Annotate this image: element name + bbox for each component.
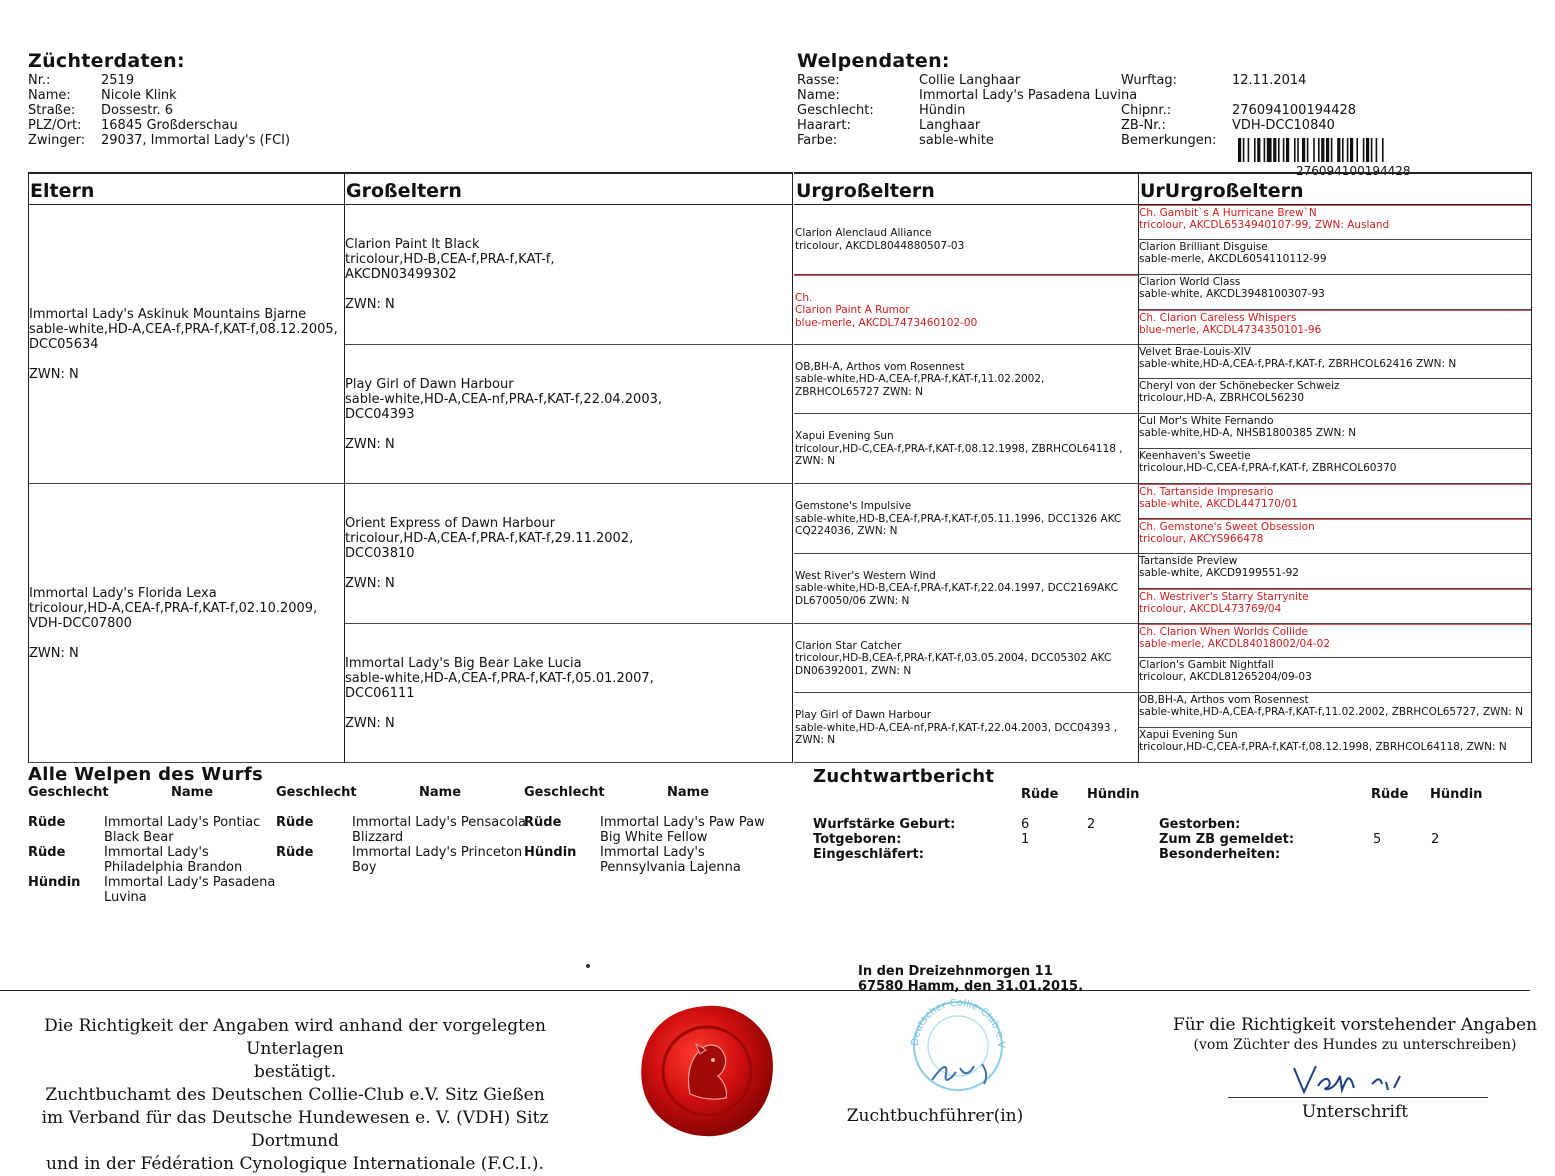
dog-name: Ch. xyxy=(795,291,813,304)
pedigree-entry xyxy=(345,377,790,452)
geschlecht-label: Geschlecht: xyxy=(797,103,874,118)
footer-line: und in der Fédération Cynologique Internationale (F.C.I.). xyxy=(46,1154,544,1174)
wurftag-value: 12.11.2014 xyxy=(1232,73,1307,88)
barcode-bar xyxy=(1350,138,1353,162)
wax-seal-icon xyxy=(638,1002,776,1140)
barcode-bar xyxy=(1267,138,1272,162)
dog-details: tricolour,HD-B,CEA-f,PRA-f,KAT-f, xyxy=(345,252,555,268)
great-grandparents-cell xyxy=(794,205,1138,275)
litter-col-name: Name xyxy=(171,785,214,800)
litter-col-sex: Geschlecht xyxy=(28,785,109,800)
great-great-grandparents-cell xyxy=(1138,449,1531,484)
breeder-value: 29037, Immortal Lady's (FCI) xyxy=(101,133,291,148)
column-divider xyxy=(28,172,29,763)
barcode-bar xyxy=(1371,138,1373,162)
dog-details: DCC05634 xyxy=(29,337,99,352)
puppy-name-cont: Blizzard xyxy=(352,830,404,845)
pedigree-entry xyxy=(795,640,1136,678)
puppy-sex: Rüde xyxy=(28,845,66,860)
puppy-name: Immortal Lady's Pasadena xyxy=(104,875,276,890)
signature-hint: (vom Züchter des Hundes zu unterschreiben) xyxy=(1193,1037,1517,1053)
pedigree-entry xyxy=(1139,659,1529,683)
report-male-value: 6 xyxy=(1021,817,1030,832)
registrar-label: Zuchtbuchführer(in) xyxy=(846,1106,1024,1126)
footer-line: Zuchtbuchamt des Deutschen Collie-Club e.V. Sitz Gießen xyxy=(45,1085,545,1105)
dog-details: sable-white, AKCDL3948100307-93 xyxy=(1139,287,1325,300)
breeder-label: Nr.: xyxy=(28,73,51,88)
dog-details: sable-white,HD-A,CEA-f,PRA-f,KAT-f, ZBRHCOL62416 ZWN: N xyxy=(1139,357,1457,370)
pedigree-entry xyxy=(29,586,342,661)
footer-line: bestätigt. xyxy=(253,1062,337,1082)
header-urgrosseltern: Urgroßeltern xyxy=(794,172,1138,205)
haarart-label: Haarart: xyxy=(797,118,851,133)
report-female-value: 2 xyxy=(1431,832,1440,847)
grandparents-cell xyxy=(344,345,792,485)
dog-name: Ch. Clarion When Worlds Collide xyxy=(1139,625,1309,638)
dog-details: DN06392001, ZWN: N xyxy=(795,664,912,677)
report-col-male: Rüde xyxy=(1371,787,1409,802)
pedigree-entry xyxy=(1139,694,1529,718)
dog-name: Tartanside Preview xyxy=(1139,554,1238,567)
puppy-heading: Welpendaten: xyxy=(797,50,950,72)
breeder-value: 2519 xyxy=(101,73,135,88)
pedigree-entry xyxy=(1139,415,1529,439)
puppy-sex: Rüde xyxy=(276,815,314,830)
great-great-grandparents-cell xyxy=(1138,240,1531,275)
dog-details: sable-merle, AKCDL84018002/04-02 xyxy=(1139,637,1331,650)
litter-col-sex: Geschlecht xyxy=(276,785,357,800)
dot-mark xyxy=(586,964,590,968)
pedigree-entry xyxy=(1139,207,1529,231)
report-heading: Zuchtwartbericht xyxy=(813,766,995,787)
signature-note: Für die Richtigkeit vorstehender Angaben xyxy=(1172,1015,1538,1035)
puppy-sex: Hündin xyxy=(28,875,81,890)
barcode-bar xyxy=(1326,138,1329,162)
pedigree-entry xyxy=(795,570,1136,608)
litter-col-sex: Geschlecht xyxy=(524,785,605,800)
bemerkungen-label: Bemerkungen: xyxy=(1121,133,1217,148)
dog-details: sable-white,HD-B,CEA-f,PRA-f,KAT-f,05.11.1996, DCC1326 AKC xyxy=(795,512,1122,525)
report-male-value: 1 xyxy=(1021,832,1030,847)
dog-name: Xapui Evening Sun xyxy=(1139,729,1238,742)
pedigree-entry xyxy=(1139,312,1529,336)
report-female-value: 2 xyxy=(1087,817,1096,832)
dog-details: ZWN: N xyxy=(795,455,836,468)
dog-details xyxy=(29,352,342,367)
dog-details: AKCDN03499302 xyxy=(345,267,457,283)
pedigree-entry xyxy=(1139,626,1529,650)
great-grandparents-cell xyxy=(794,693,1138,763)
dog-details: blue-merle, AKCDL4734350101-96 xyxy=(1139,323,1322,336)
pedigree-table xyxy=(28,172,1531,763)
dog-name: Clarion Alenclaud Alliance xyxy=(795,227,932,240)
pedigree-entry xyxy=(1139,591,1529,615)
footer-confirmation xyxy=(10,1015,580,1176)
column-divider xyxy=(1138,172,1139,763)
name-value: Immortal Lady's Pasadena Luvina xyxy=(919,88,1138,103)
report-label: Besonderheiten: xyxy=(1159,847,1281,862)
report-label: Wurfstärke Geburt: xyxy=(813,817,956,832)
barcode-bar xyxy=(1264,138,1266,162)
pedigree-entry xyxy=(1139,521,1529,545)
dog-details: ZWN: N xyxy=(29,646,79,661)
breeder-value: 16845 Großderschau xyxy=(101,118,238,133)
dog-details: Clarion Paint A Rumor xyxy=(795,304,910,317)
dog-name: Clarion Paint It Black xyxy=(345,237,480,253)
puppy-name-cont: Philadelphia Brandon xyxy=(104,860,243,875)
barcode-bar xyxy=(1278,138,1280,162)
breeder-value: Nicole Klink xyxy=(101,88,177,103)
dog-name: Cul Mor's White Fernando xyxy=(1139,415,1274,428)
name-label: Name: xyxy=(797,88,840,103)
address-street: In den Dreizehnmorgen 11 xyxy=(858,964,1053,979)
great-great-grandparents-cell xyxy=(1138,693,1531,728)
barcode-bar xyxy=(1382,138,1384,162)
great-grandparents-cell xyxy=(794,554,1138,624)
chip-label: Chipnr.: xyxy=(1121,103,1172,118)
grandparents-cell xyxy=(344,205,792,345)
rasse-value: Collie Langhaar xyxy=(919,73,1021,88)
dog-details: sable-white,HD-A,CEA-f,PRA-f,KAT-f,05.01.2007, xyxy=(345,670,654,686)
header-grosseltern: Großeltern xyxy=(344,172,792,205)
dog-details xyxy=(29,631,342,646)
great-great-grandparents-cell xyxy=(1138,589,1531,624)
dog-name: Xapui Evening Sun xyxy=(795,430,894,443)
header-ururgrosseltern: UrUrgroßeltern xyxy=(1138,172,1531,205)
puppy-name: Immortal Lady's xyxy=(600,845,705,860)
dog-details: ZWN: N xyxy=(795,734,836,747)
great-grandparents-cell xyxy=(794,484,1138,554)
barcode-bar xyxy=(1313,138,1315,162)
column-divider xyxy=(792,172,793,763)
rasse-label: Rasse: xyxy=(797,73,840,88)
dog-name: Clarion Brilliant Disguise xyxy=(1139,240,1268,253)
dog-name: Clarion Star Catcher xyxy=(795,639,902,652)
parents-cell xyxy=(28,484,344,763)
dog-details: tricolour, AKCDL473769/04 xyxy=(1139,602,1282,615)
puppy-name-cont: Big White Fellow xyxy=(600,830,708,845)
signature-line xyxy=(1228,1097,1488,1098)
parents-cell xyxy=(28,205,344,484)
great-great-grandparents-cell xyxy=(1138,658,1531,693)
dog-name: Keenhaven's Sweetie xyxy=(1139,450,1251,463)
barcode-bar xyxy=(1376,138,1378,162)
breeder-label: Straße: xyxy=(28,103,76,118)
report-label: Totgeboren: xyxy=(813,832,902,847)
report-male-value: 5 xyxy=(1373,832,1382,847)
grandparents-cell xyxy=(344,624,792,764)
barcode-bar xyxy=(1363,138,1365,162)
dog-name: Immortal Lady's Big Bear Lake Lucia xyxy=(345,655,582,671)
dog-name: Ch. Tartanside Impresario xyxy=(1139,486,1274,498)
dog-details: ZWN: N xyxy=(345,297,395,313)
dog-name: Ch. Gemstone's Sweet Obsession xyxy=(1139,520,1315,533)
dog-name: OB,BH-A, Arthos vom Rosennest xyxy=(1139,694,1309,707)
pedigree-entry xyxy=(1139,729,1529,753)
dog-name: Orient Express of Dawn Harbour xyxy=(345,516,556,532)
stamp-text: Deutscher Collie-Club e.V xyxy=(909,997,1007,1048)
barcode-bar xyxy=(1243,138,1245,162)
grandparents-cell xyxy=(344,484,792,624)
puppy-name: Immortal Lady's Paw Paw xyxy=(600,815,765,830)
barcode-bar xyxy=(1283,138,1285,162)
great-great-grandparents-cell xyxy=(1138,414,1531,449)
barcode-bar xyxy=(1356,138,1358,162)
dog-details: DCC04393 xyxy=(345,406,415,422)
dog-name: Immortal Lady's Askinuk Mountains Bjarne xyxy=(29,307,307,322)
pedigree-entry xyxy=(795,430,1136,468)
dog-details: sable-white, AKCDL447170/01 xyxy=(1139,498,1298,510)
dog-name: Gemstone's Impulsive xyxy=(795,500,912,513)
column-divider xyxy=(344,172,345,763)
pedigree-entry xyxy=(1139,276,1529,300)
pedigree-entry xyxy=(1139,486,1529,510)
dog-details: sable-white,HD-A, NHSB1800385 ZWN: N xyxy=(1139,427,1357,440)
dog-details: tricolour, AKCDL81265204/09-03 xyxy=(1139,671,1312,684)
haarart-value: Langhaar xyxy=(919,118,981,133)
dog-details: sable-white,HD-A,CEA-nf,PRA-f,KAT-f,22.04.2003, xyxy=(345,391,663,407)
pedigree-entry xyxy=(1139,380,1529,404)
dog-details: sable-white,HD-A,CEA-f,PRA-f,KAT-f,11.02.2002, xyxy=(795,373,1045,386)
dog-details: DCC03810 xyxy=(345,546,415,562)
dog-details: sable-white,HD-A,CEA-nf,PRA-f,KAT-f,22.04.2003, DCC04393 , xyxy=(795,721,1118,734)
breeder-label: Name: xyxy=(28,88,71,103)
dog-name: Play Girl of Dawn Harbour xyxy=(345,376,514,392)
dog-details: DL670050/06 ZWN: N xyxy=(795,594,910,607)
zb-value: VDH-DCC10840 xyxy=(1232,118,1335,133)
dog-details: blue-merle, AKCDL7473460102-00 xyxy=(795,316,978,329)
dog-name: Immortal Lady's Florida Lexa xyxy=(29,586,217,601)
puppy-name-cont: Pennsylvania Lajenna xyxy=(600,860,741,875)
great-grandparents-cell xyxy=(794,275,1138,345)
breeder-label: Zwinger: xyxy=(28,133,86,148)
dog-details: ZWN: N xyxy=(345,576,395,592)
barcode-bar xyxy=(1248,138,1250,162)
barcode-bar xyxy=(1286,138,1289,162)
pedigree-entry xyxy=(345,656,790,731)
pedigree-entry xyxy=(1139,450,1529,474)
puppy-name: Immortal Lady's xyxy=(104,845,209,860)
barcode-bar xyxy=(1297,138,1299,162)
puppy-name-cont: Boy xyxy=(352,860,377,875)
barcode-icon xyxy=(1238,138,1436,162)
dog-details: tricolour, AKCDL6534940107-99, ZWN: Ausland xyxy=(1139,219,1390,231)
farbe-value: sable-white xyxy=(919,133,994,148)
dog-details: tricolour,HD-C,CEA-f,PRA-f,KAT-f, ZBRHCOL60370 xyxy=(1139,462,1397,475)
dog-name: Cheryl von der Schönebecker Schweiz xyxy=(1139,380,1340,393)
barcode-bar xyxy=(1294,138,1296,162)
report-label: Gestorben: xyxy=(1159,817,1241,832)
breeder-label: PLZ/Ort: xyxy=(28,118,82,133)
dog-details: tricolour, AKCYS966478 xyxy=(1139,532,1264,545)
puppy-sex: Hündin xyxy=(524,845,577,860)
barcode-bar xyxy=(1254,138,1256,162)
header-eltern: Eltern xyxy=(28,172,344,205)
dog-name: Clarion World Class xyxy=(1139,275,1241,288)
puppy-sex: Rüde xyxy=(28,815,66,830)
pedigree-entry xyxy=(795,361,1136,399)
pedigree-entry xyxy=(1139,555,1529,579)
pedigree-entry xyxy=(1139,346,1529,370)
great-grandparents-cell xyxy=(794,345,1138,415)
breeder-value: Dossestr. 6 xyxy=(101,103,174,118)
zb-label: ZB-Nr.: xyxy=(1121,118,1166,133)
barcode-bar xyxy=(1307,138,1309,162)
farbe-label: Farbe: xyxy=(797,133,838,148)
great-great-grandparents-cell xyxy=(1138,310,1531,345)
great-great-grandparents-cell xyxy=(1138,379,1531,414)
dog-details: ZWN: N xyxy=(29,367,79,382)
barcode-bar xyxy=(1318,138,1320,162)
wurftag-label: Wurftag: xyxy=(1121,73,1178,88)
great-great-grandparents-cell xyxy=(1138,345,1531,380)
barcode-bar xyxy=(1257,138,1260,162)
dog-details xyxy=(345,561,790,576)
litter-col-name: Name xyxy=(419,785,462,800)
puppy-sex: Rüde xyxy=(276,845,314,860)
barcode-bar xyxy=(1347,138,1349,162)
footer-line: Die Richtigkeit der Angaben wird anhand der vorgelegten Unterlagen xyxy=(44,1016,546,1059)
dog-details xyxy=(345,282,790,297)
barcode-bar xyxy=(1331,138,1333,162)
dog-details xyxy=(345,422,790,437)
report-col-male: Rüde xyxy=(1021,787,1059,802)
pedigree-entry xyxy=(795,292,1136,330)
puppy-name: Immortal Lady's Princeton xyxy=(352,845,523,860)
chip-value: 276094100194428 xyxy=(1232,103,1357,118)
litter-col-name: Name xyxy=(667,785,710,800)
barcode-number: 276094100194428 xyxy=(1296,164,1411,178)
dog-details: ZWN: N xyxy=(345,715,395,731)
report-col-female: Hündin xyxy=(1430,787,1483,802)
puppy-sex: Rüde xyxy=(524,815,562,830)
signature-label: Unterschrift xyxy=(1301,1102,1409,1122)
dog-name: Ch. Clarion Careless Whispers xyxy=(1139,311,1297,324)
dog-name: West River's Western Wind xyxy=(795,569,936,582)
great-grandparents-cell xyxy=(794,624,1138,694)
dog-details: tricolour, AKCDL8044880507-03 xyxy=(795,239,965,252)
pedigree-entry xyxy=(345,516,790,591)
pedigree-entry xyxy=(1139,241,1529,265)
pedigree-entry xyxy=(795,227,1136,252)
dog-details: ZBRHCOL65727 ZWN: N xyxy=(795,385,923,398)
dog-details xyxy=(345,701,790,716)
great-great-grandparents-cell xyxy=(1138,624,1531,659)
dog-details: tricolour,HD-A,CEA-f,PRA-f,KAT-f,29.11.2002, xyxy=(345,531,634,547)
dog-name: Clarion's Gambit Nightfall xyxy=(1139,659,1274,672)
dog-details: VDH-DCC07800 xyxy=(29,616,132,631)
dog-name: OB,BH-A, Arthos vom Rosennest xyxy=(795,360,965,373)
puppy-name: Immortal Lady's Pensacola xyxy=(352,815,526,830)
club-stamp-icon xyxy=(898,996,1028,1106)
dog-details: tricolour,HD-A, ZBRHCOL56230 xyxy=(1139,392,1305,405)
dog-name: Ch. Westriver's Starry Starrynite xyxy=(1139,590,1309,603)
barcode-bar xyxy=(1366,138,1369,162)
breeder-heading: Züchterdaten: xyxy=(28,50,185,72)
dog-details: sable-white,HD-B,CEA-f,PRA-f,KAT-f,22.04.1997, DCC2169AKC xyxy=(795,582,1118,595)
great-grandparents-cell xyxy=(794,414,1138,484)
dog-name: Play Girl of Dawn Harbour xyxy=(795,709,932,722)
pedigree-entry xyxy=(795,709,1136,747)
barcode-bar xyxy=(1302,138,1305,162)
barcode-bar xyxy=(1273,138,1276,162)
column-divider xyxy=(1531,172,1532,763)
dog-details: tricolour,HD-B,CEA-f,PRA-f,KAT-f,03.05.2004, DCC05302 AKC xyxy=(795,652,1112,665)
report-label: Eingeschläfert: xyxy=(813,847,924,862)
great-great-grandparents-cell xyxy=(1138,554,1531,589)
puppy-name-cont: Luvina xyxy=(104,890,147,905)
dog-details: sable-white,HD-A,CEA-f,PRA-f,KAT-f,11.02.2002, ZBRHCOL65727, ZWN: N xyxy=(1139,706,1523,719)
great-great-grandparents-cell xyxy=(1138,205,1531,240)
footer-divider xyxy=(0,990,1530,991)
dog-details: sable-merle, AKCDL6054110112-99 xyxy=(1139,252,1327,265)
barcode-bar xyxy=(1342,138,1344,162)
signature-icon xyxy=(1282,1056,1432,1100)
dog-name: Ch. Gambit`s A Hurricane Brew`N xyxy=(1139,207,1317,219)
dog-details: ZWN: N xyxy=(345,436,395,452)
geschlecht-value: Hündin xyxy=(919,103,966,118)
report-col-female: Hündin xyxy=(1087,787,1140,802)
dog-details: sable-white, AKCD9199551-92 xyxy=(1139,566,1299,579)
dog-details: tricolour,HD-A,CEA-f,PRA-f,KAT-f,02.10.2009, xyxy=(29,601,318,616)
dog-name: Velvet Brae-Louis-XIV xyxy=(1139,345,1251,358)
barcode-bar xyxy=(1337,138,1340,162)
svg-text:Deutscher Collie-Club e.V. xyxy=(898,996,1006,1049)
footer-line: im Verband für das Deutsche Hundewesen e. V. (VDH) Sitz Dortmund xyxy=(41,1108,549,1151)
dog-details: tricolour,HD-C,CEA-f,PRA-f,KAT-f,08.12.1998, ZBRHCOL64118 , xyxy=(795,442,1123,455)
great-great-grandparents-cell xyxy=(1138,484,1531,519)
puppy-name: Immortal Lady's Pontiac xyxy=(104,815,261,830)
dog-details: CQ224036, ZWN: N xyxy=(795,525,898,538)
great-great-grandparents-cell xyxy=(1138,275,1531,310)
report-label: Zum ZB gemeldet: xyxy=(1159,832,1295,847)
litter-heading: Alle Welpen des Wurfs xyxy=(28,764,263,785)
pedigree-entry xyxy=(345,237,790,312)
great-great-grandparents-cell xyxy=(1138,519,1531,554)
address-city-date: 67580 Hamm, den 31.01.2015. xyxy=(858,979,1084,994)
dog-details: DCC06111 xyxy=(345,685,415,701)
barcode-bar xyxy=(1238,138,1241,162)
barcode-bar xyxy=(1321,138,1324,162)
puppy-name-cont: Black Bear xyxy=(104,830,174,845)
pedigree-entry xyxy=(29,307,342,382)
great-great-grandparents-cell xyxy=(1138,728,1531,763)
dog-details: tricolour,HD-C,CEA-f,PRA-f,KAT-f,08.12.1998, ZBRHCOL64118, ZWN: N xyxy=(1139,741,1507,754)
dog-details: sable-white,HD-A,CEA-f,PRA-f,KAT-f,08.12.2005, xyxy=(29,322,338,337)
pedigree-entry xyxy=(795,500,1136,538)
